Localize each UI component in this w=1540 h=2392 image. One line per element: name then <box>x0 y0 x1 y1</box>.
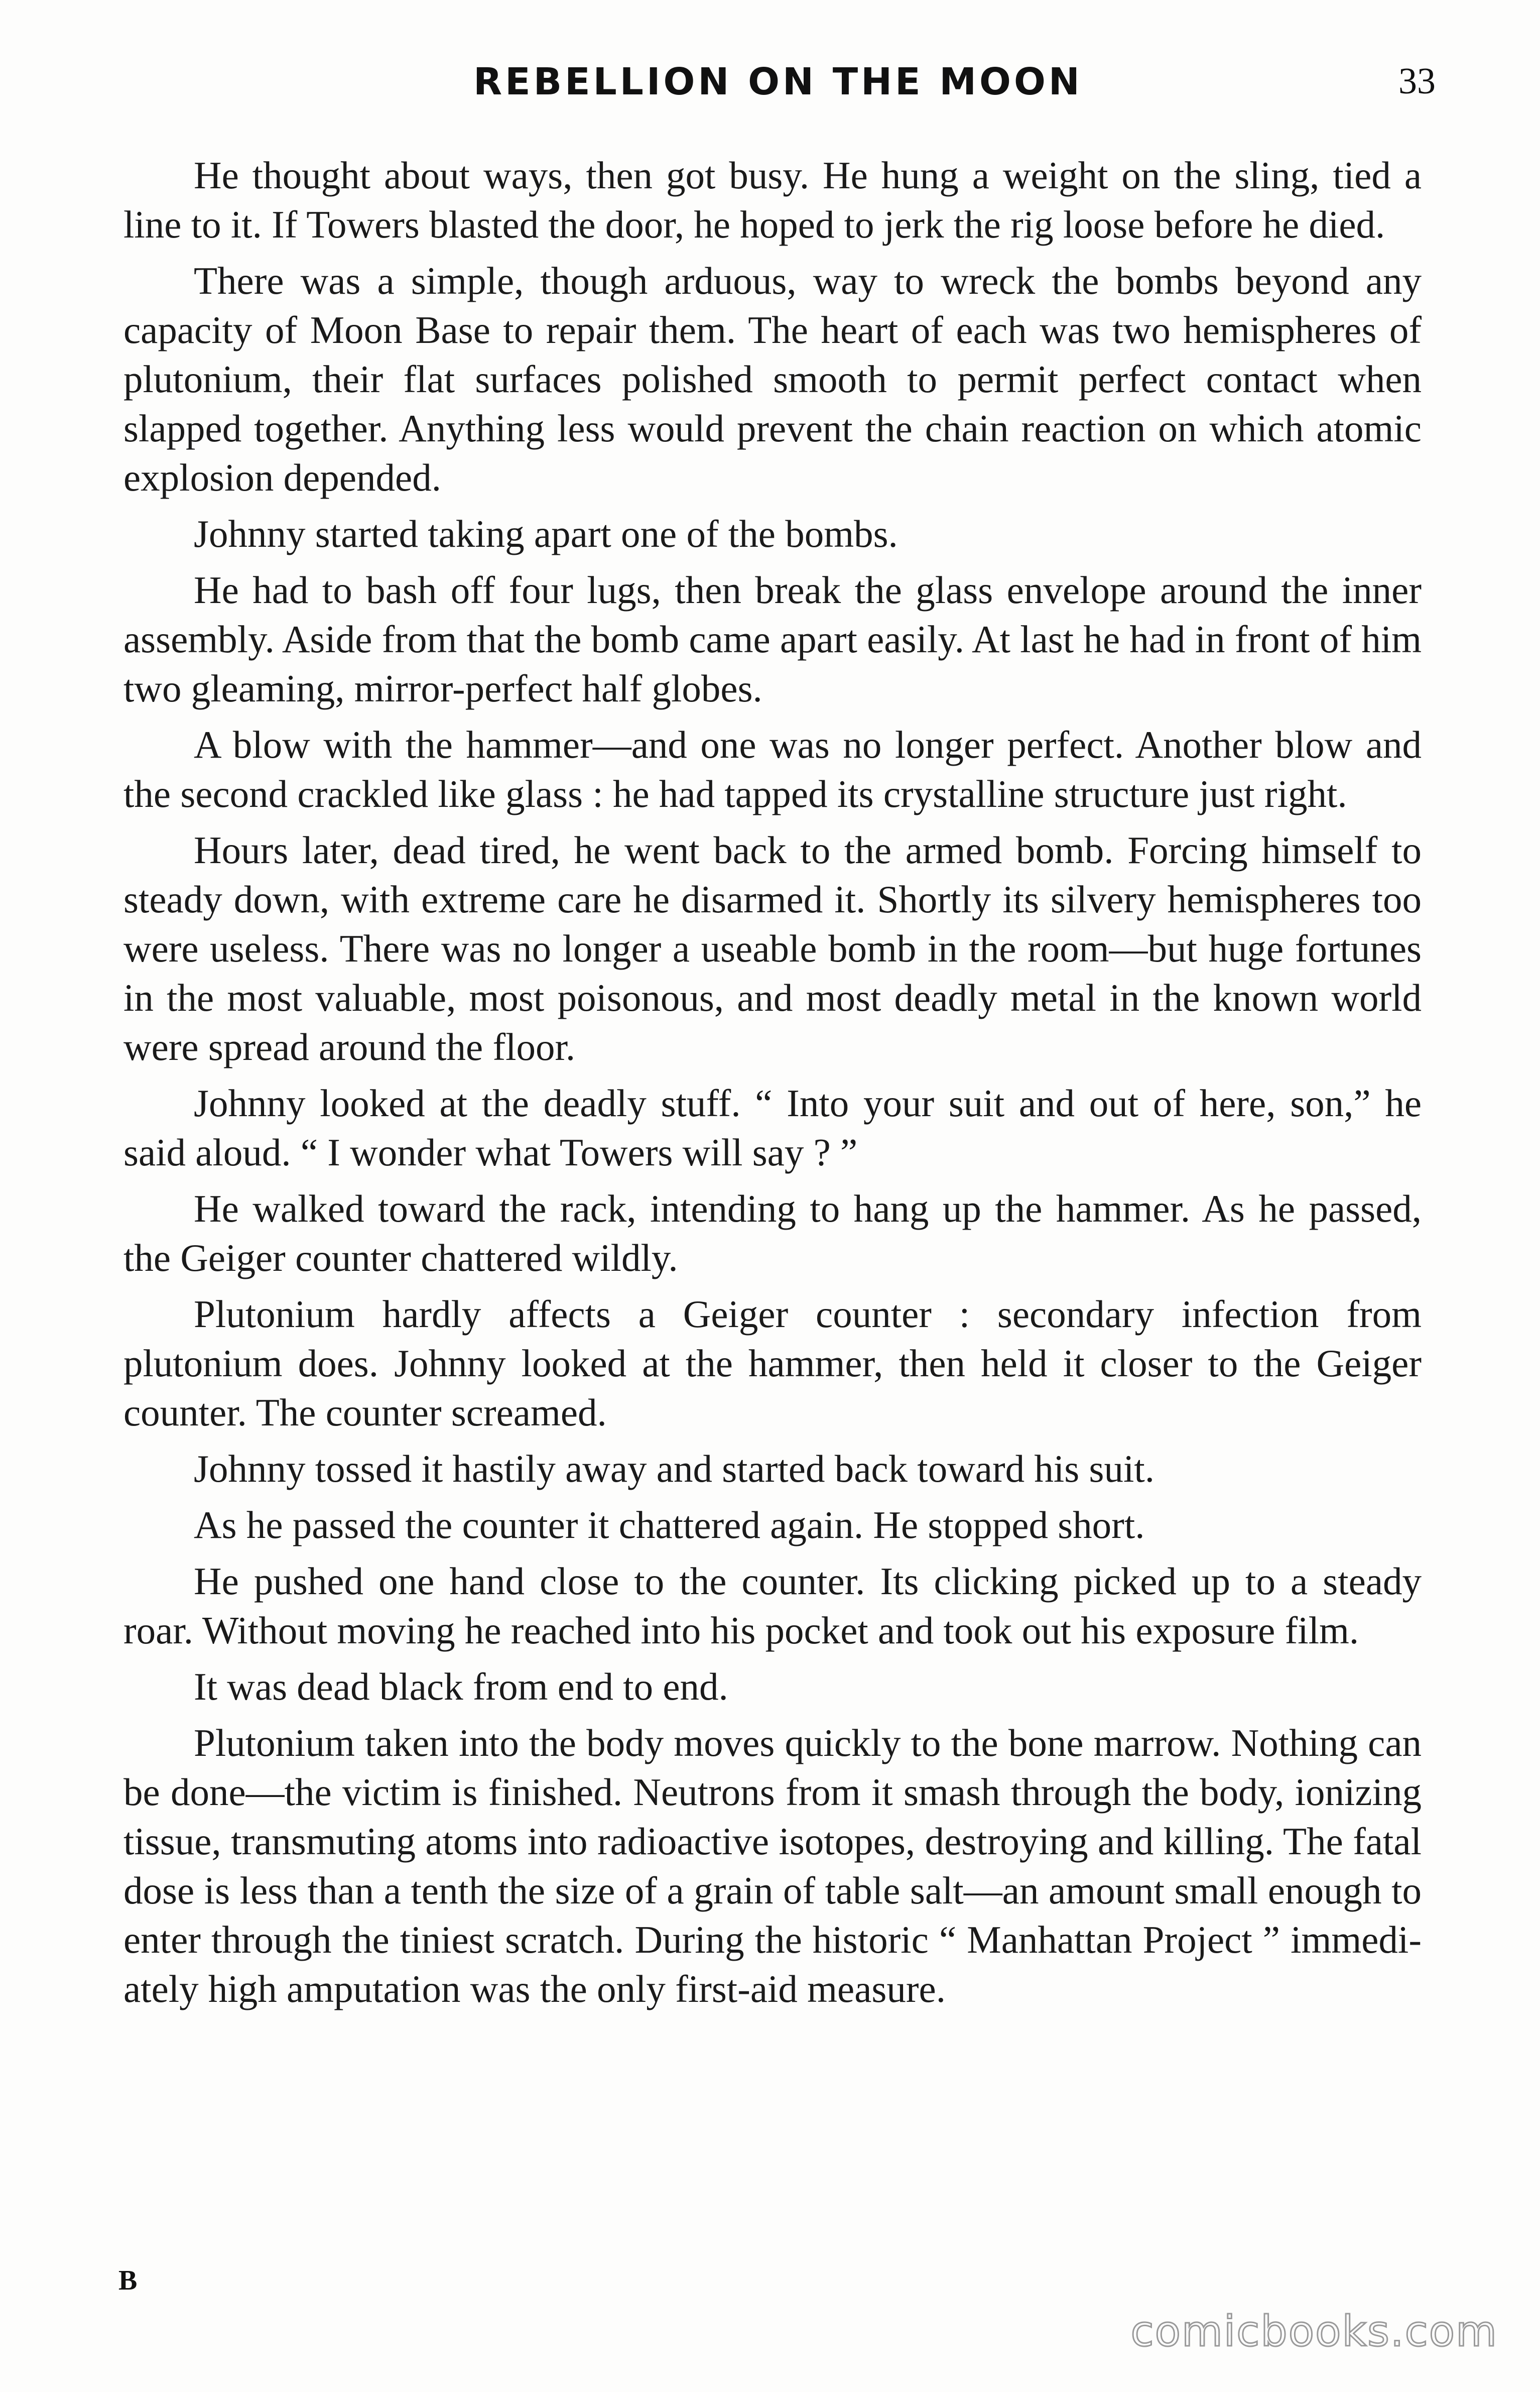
watermark: comicbooks.com <box>1130 2307 1498 2356</box>
paragraph: He had to bash off four lugs, then break the glass envelope around the inner assembly. Aside from that the bomb came apart easily. At last he had in front of him two gleaming, mirror-perfect half globes. <box>123 568 1422 710</box>
running-header <box>120 60 1436 121</box>
paragraph: It was dead black from end to end. <box>194 1665 728 1708</box>
paragraph: Hours later, dead tired, he went back to the armed bomb. Forcing himself to steady down, with extreme care he disarmed it. Shortly its silvery hemispheres too were useless. There was no longer a useable bomb in the room—but huge fortunes in the most valuable, most poisonous, and most deadly metal in the known world were spread around the floor. <box>123 828 1422 1068</box>
signature-mark: B <box>118 2265 138 2296</box>
page-number: 33 <box>1398 61 1436 102</box>
paragraph: Johnny looked at the deadly stuff. “ Into your suit and out of here, son,” he said aloud. “ I wonder what Towers will say ? ” <box>123 1082 1422 1174</box>
paragraph: There was a simple, though arduous, way to wreck the bombs beyond any capacity of Moon Base to repair them. The heart of each was two hemispheres of plutonium, their flat surfaces polished smooth to permit perfect contact when slapped together. Anything less would prevent the chain reaction on which atomic explosion depended. <box>123 259 1422 499</box>
paragraph: He walked toward the rack, intending to hang up the hammer. As he passed, the Geiger counter chattered wildly. <box>123 1187 1422 1279</box>
paragraph: Plutonium hardly affects a Geiger counter : secondary infection from plutonium does. Johnny looked at the hammer, then held it closer to the Geiger counter. The counter screamed. <box>123 1292 1422 1434</box>
paragraph: He pushed one hand close to the counter. Its clicking picked up to a steady roar. Without moving he reached into his pocket and took out his exposure film. <box>123 1560 1422 1652</box>
paragraph: Johnny tossed it hastily away and started back toward his suit. <box>194 1447 1154 1490</box>
paragraph: Johnny started taking apart one of the bombs. <box>194 512 898 555</box>
paragraph: He thought about ways, then got busy. He hung a weight on the sling, tied a line to it. If Towers blasted the door, he hoped to jerk the rig loose before he died. <box>123 154 1422 246</box>
page-title: REBELLION ON THE MOON <box>473 60 1083 103</box>
body-text <box>123 151 1422 2020</box>
paragraph: As he passed the counter it chattered again. He stopped short. <box>194 1503 1145 1546</box>
paragraph: A blow with the hammer—and one was no longer perfect. Another blow and the second crackled like glass : he had tapped its crystalline structure just right. <box>123 723 1422 815</box>
paragraph: Plutonium taken into the body moves quickly to the bone marrow. Nothing can be done—the victim is finished. Neutrons from it smash through the body, ionizing tissue, transmuting atoms into radioactive isotopes, destroying and killing. The fatal dose is less than a tenth the size of a grain of table salt—an amount small enough to enter through the tiniest scratch. During the historic “ Manhattan Project ” immediately high amputation was the only first-aid measure. <box>123 1721 1422 2010</box>
